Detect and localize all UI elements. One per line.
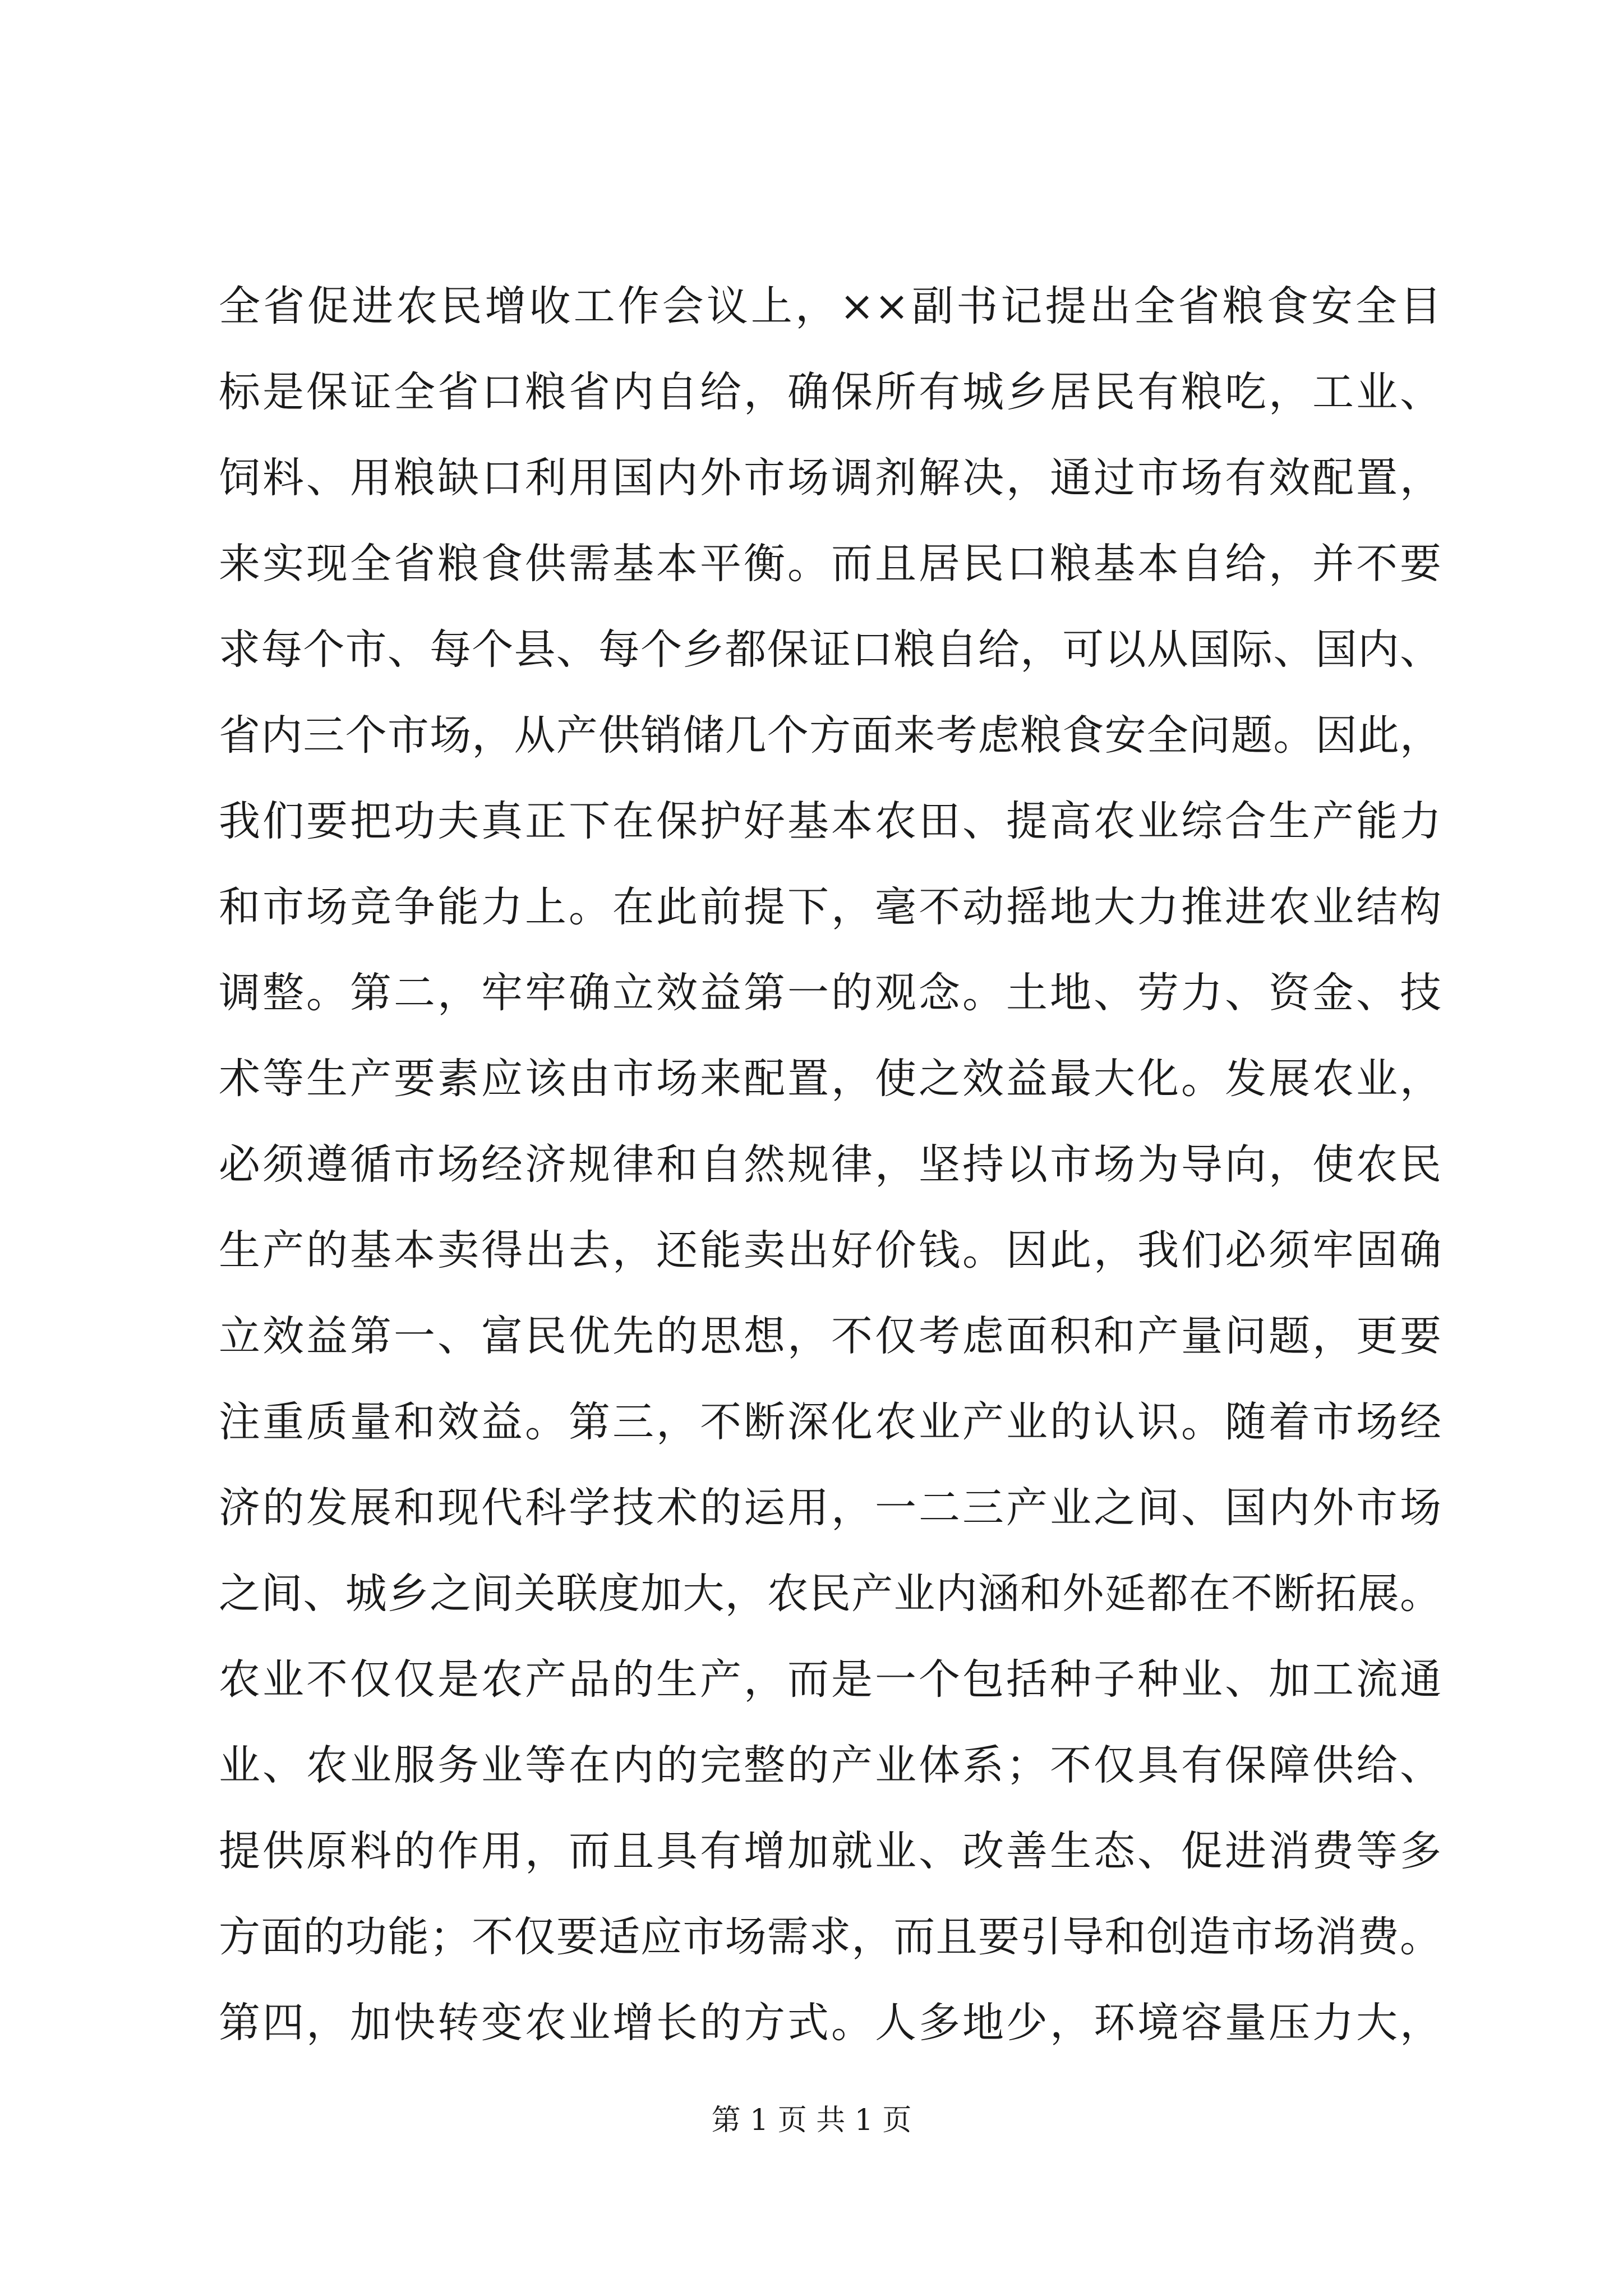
text-line-16: 之间、城乡之间关联度加大，农民产业内涵和外延都在不断拓展。: [219, 1570, 1441, 1618]
text-line-15: 济的发展和现代科学技术的运用，一二三产业之间、国内外市场: [219, 1484, 1441, 1532]
body-text: [219, 264, 1441, 2066]
text-line-12: 生产的基本卖得出去，还能卖出好价钱。因此，我们必须牢固确: [219, 1226, 1441, 1274]
text-line-20: 方面的功能；不仅要适应市场需求，而且要引导和创造市场消费。: [219, 1913, 1441, 1961]
text-line-7: 我们要把功夫真正下在保护好基本农田、提高农业综合生产能力: [219, 797, 1441, 845]
text-line-3: 饲料、用粮缺口利用国内外市场调剂解决，通过市场有效配置，: [219, 454, 1441, 502]
text-line-8: 和市场竞争能力上。在此前提下，毫不动摇地大力推进农业结构: [219, 883, 1441, 931]
text-line-5: 求每个市、每个县、每个乡都保证口粮自给，可以从国际、国内、: [219, 625, 1441, 674]
text-line-19: 提供原料的作用，而且具有增加就业、改善生态、促进消费等多: [219, 1827, 1441, 1875]
text-line-14: 注重质量和效益。第三，不断深化农业产业的认识。随着市场经: [219, 1398, 1441, 1446]
text-line-17: 农业不仅仅是农产品的生产，而是一个包括种子种业、加工流通: [219, 1655, 1441, 1704]
text-line-1: 全省促进农民增收工作会议上，××副书记提出全省粮食安全目: [219, 282, 1441, 330]
text-line-10: 术等生产要素应该由市场来配置，使之效益最大化。发展农业，: [219, 1055, 1441, 1103]
text-line-4: 来实现全省粮食供需基本平衡。而且居民口粮基本自给，并不要: [219, 540, 1441, 588]
text-line-6: 省内三个市场，从产供销储几个方面来考虑粮食安全问题。因此，: [219, 711, 1441, 760]
page-footer: 第 1 页 共 1 页: [711, 2104, 912, 2137]
text-line-18: 业、农业服务业等在内的完整的产业体系；不仅具有保障供给、: [219, 1741, 1441, 1789]
text-line-21: 第四，加快转变农业增长的方式。人多地少，环境容量压力大，: [219, 1999, 1441, 2047]
text-line-9: 调整。第二，牢牢确立效益第一的观念。土地、劳力、资金、技: [219, 969, 1441, 1017]
text-line-11: 必须遵循市场经济规律和自然规律，坚持以市场为导向，使农民: [219, 1140, 1441, 1189]
text-line-13: 立效益第一、富民优先的思想，不仅考虑面积和产量问题，更要: [219, 1312, 1441, 1360]
text-line-2: 标是保证全省口粮省内自给，确保所有城乡居民有粮吃，工业、: [219, 368, 1441, 416]
